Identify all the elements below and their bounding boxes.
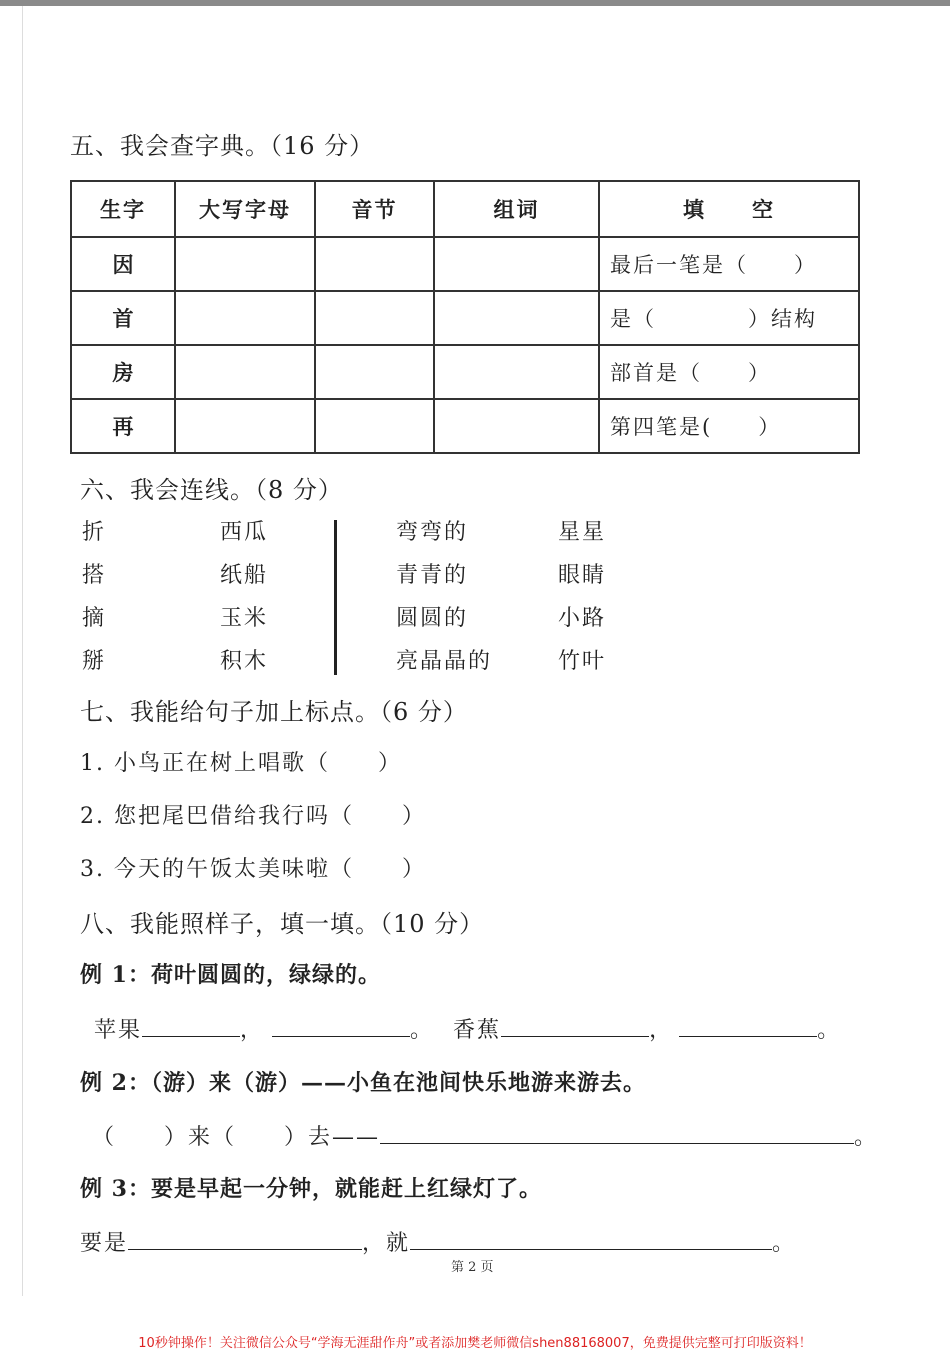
section6-title: 六、我会连线。（8 分） (80, 476, 343, 504)
header-cell: 组词 (434, 181, 599, 237)
then-label: ，就 (362, 1231, 411, 1256)
match-verb[interactable]: 掰 (82, 649, 107, 674)
match-object[interactable]: 眼睛 (558, 563, 607, 588)
header-cell: 大写字母 (175, 181, 315, 237)
blank-line[interactable] (272, 1016, 410, 1037)
answer-cell[interactable] (434, 291, 599, 345)
blank-line[interactable] (679, 1016, 817, 1037)
period: 。 (854, 1125, 879, 1150)
answer-cell[interactable] (315, 237, 434, 291)
answer-cell[interactable] (434, 345, 599, 399)
page-edge (22, 6, 23, 1296)
period: 。 (410, 1018, 435, 1043)
page-number: 第 2 页 (451, 1260, 494, 1275)
section8-title: 八、我能照样子，填一填。（10 分） (80, 910, 485, 938)
dictionary-table (70, 180, 860, 454)
example-1: 例 1：荷叶圆圆的，绿绿的。 (80, 962, 381, 988)
fill-cell[interactable]: 第四笔是( ） (599, 399, 859, 453)
fill-cell[interactable]: 部首是（ ） (599, 345, 859, 399)
blank-line[interactable] (501, 1016, 649, 1037)
top-border (0, 0, 950, 6)
section7-title: 七、我能给句子加上标点。（6 分） (80, 698, 468, 726)
punctuation-item[interactable]: 2. 您把尾巴借给我行吗（ ） (80, 804, 426, 829)
comma: ， (649, 1018, 674, 1043)
table-row (71, 237, 859, 291)
comma: ， (240, 1018, 265, 1043)
match-noun[interactable]: 积木 (220, 649, 269, 674)
example-2-answer-line (92, 1120, 878, 1151)
answer-cell[interactable] (175, 291, 315, 345)
period: 。 (817, 1018, 842, 1043)
example-2: 例 2：（游）来（游）——小鱼在池间快乐地游来游去。 (80, 1070, 646, 1096)
match-adjective[interactable]: 圆圆的 (396, 606, 469, 631)
char-cell: 因 (71, 237, 175, 291)
match-adjective[interactable]: 青青的 (396, 563, 469, 588)
example-3: 例 3：要是早起一分钟，就能赶上红绿灯了。 (80, 1176, 542, 1202)
answer-cell[interactable] (175, 345, 315, 399)
punctuation-item[interactable]: 1. 小鸟正在树上唱歌（ ） (80, 751, 402, 776)
match-adjective[interactable]: 弯弯的 (396, 520, 469, 545)
blank-line[interactable] (142, 1016, 240, 1037)
label-banana: 香蕉 (453, 1018, 502, 1043)
period: 。 (772, 1231, 797, 1256)
match-verb[interactable]: 摘 (82, 606, 107, 631)
example-2-prompt: （ ）来（ ）去—— (92, 1125, 381, 1150)
header-cell: 填 空 (599, 181, 859, 237)
match-noun[interactable]: 玉米 (220, 606, 269, 631)
example-1-answer-line (94, 1013, 841, 1044)
label-apple: 苹果 (94, 1018, 143, 1043)
column-divider (334, 520, 337, 675)
answer-cell[interactable] (175, 237, 315, 291)
answer-cell[interactable] (434, 237, 599, 291)
answer-cell[interactable] (315, 345, 434, 399)
fill-cell[interactable]: 是（ ）结构 (599, 291, 859, 345)
char-cell: 首 (71, 291, 175, 345)
match-verb[interactable]: 折 (82, 520, 107, 545)
answer-cell[interactable] (315, 291, 434, 345)
label-if: 要是 (80, 1231, 129, 1256)
char-cell: 房 (71, 345, 175, 399)
match-object[interactable]: 小路 (558, 606, 607, 631)
answer-cell[interactable] (434, 399, 599, 453)
punctuation-item[interactable]: 3. 今天的午饭太美味啦（ ） (80, 857, 426, 882)
header-cell: 生字 (71, 181, 175, 237)
table-row (71, 345, 859, 399)
answer-cell[interactable] (315, 399, 434, 453)
fill-cell[interactable]: 最后一笔是（ ） (599, 237, 859, 291)
blank-line[interactable] (380, 1123, 854, 1144)
table-header-row (71, 181, 859, 237)
match-noun[interactable]: 西瓜 (220, 520, 269, 545)
promo-footer: 10秒钟操作！关注微信公众号“学海无涯甜作舟”或者添加樊老师微信shen88168007，免费提供完整可打印版资料！ (138, 1336, 812, 1351)
table-row (71, 399, 859, 453)
char-cell: 再 (71, 399, 175, 453)
match-adjective[interactable]: 亮晶晶的 (396, 649, 493, 674)
blank-line[interactable] (128, 1229, 362, 1250)
match-verb[interactable]: 搭 (82, 563, 107, 588)
match-object[interactable]: 竹叶 (558, 649, 607, 674)
table-row (71, 291, 859, 345)
section5-title: 五、我会查字典。（16 分） (70, 132, 375, 160)
match-noun[interactable]: 纸船 (220, 563, 269, 588)
answer-cell[interactable] (175, 399, 315, 453)
blank-line[interactable] (410, 1229, 772, 1250)
match-object[interactable]: 星星 (558, 520, 607, 545)
header-cell: 音节 (315, 181, 434, 237)
example-3-answer-line (80, 1226, 796, 1257)
